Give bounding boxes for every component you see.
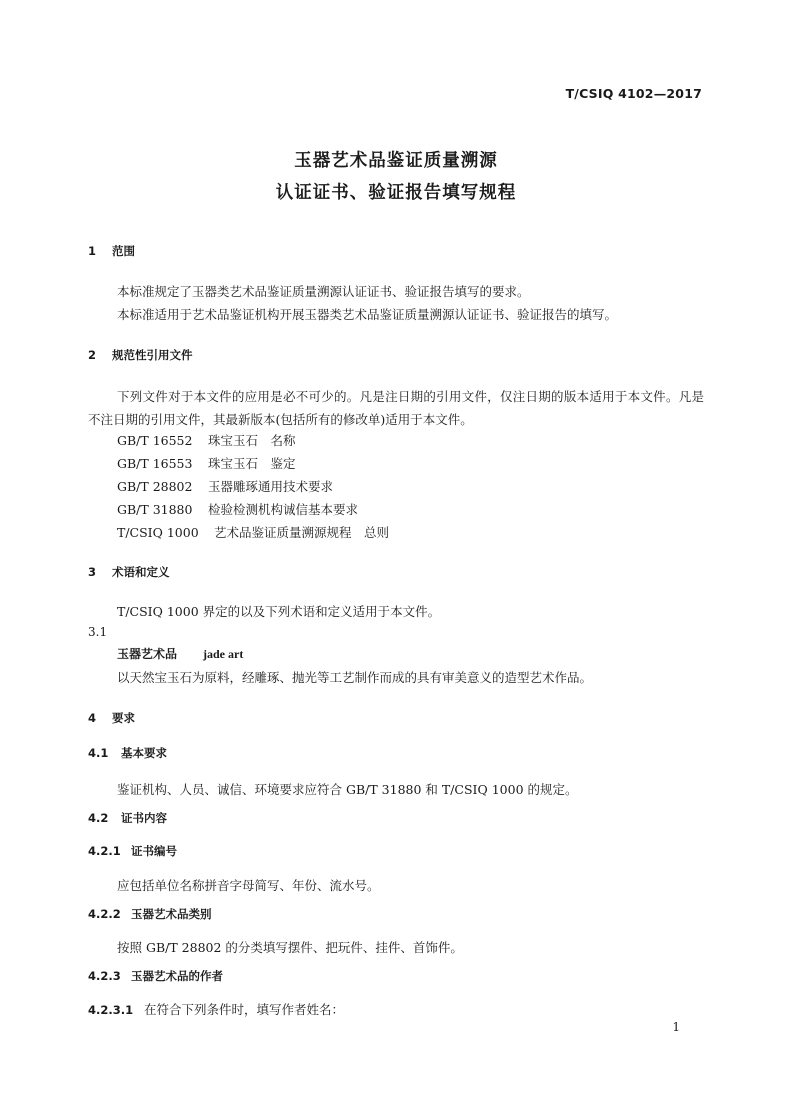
- term-definition: 以天然宝玉石为原料，经雕琢、抛光等工艺制作而成的具有审美意义的造型艺术作品。: [117, 670, 593, 685]
- subsection-title: 玉器艺术品类别: [131, 907, 212, 921]
- term-number: 3.1: [88, 625, 108, 639]
- subsection-heading-basic-requirements: [88, 745, 167, 761]
- paragraph: 本标准适用于艺术品鉴证机构开展玉器类艺术品鉴证质量溯源认证证书、验证报告的填写。: [117, 307, 618, 322]
- subsection-heading-jade-category: [88, 906, 212, 922]
- section-title: 要求: [112, 711, 135, 725]
- subsection-heading-jade-author: [88, 968, 223, 984]
- reference-item: [117, 477, 333, 495]
- subsection-title: 玉器艺术品的作者: [131, 969, 223, 983]
- clause-number: 4.2.3.1: [88, 1003, 134, 1017]
- paragraph: 下列文件对于本文件的应用是必不可少的。凡是注日期的引用文件，仅注日期的版本适用于本文件。凡是不注日期的引用文件，其最新版本(包括所有的修改单)适用于本文件。: [88, 389, 704, 427]
- section-title: 术语和定义: [112, 565, 170, 579]
- section-number: 3: [88, 565, 97, 579]
- subsection-number: 4.2.1: [88, 844, 121, 858]
- reference-title: 检验检测机构诚信基本要求: [208, 502, 359, 517]
- paragraph: 按照 GB/T 28802 的分类填写摆件、把玩件、挂件、首饰件。: [117, 940, 463, 955]
- section-heading-terms-definitions: [88, 564, 170, 580]
- reference-code: GB/T 16553: [117, 456, 193, 471]
- document-title-line1: 玉器艺术品鉴证质量溯源: [294, 151, 498, 171]
- reference-title: 艺术品鉴证质量溯源规程 总则: [214, 525, 390, 540]
- reference-title: 珠宝玉石 名称: [208, 433, 296, 448]
- subsection-title: 证书内容: [121, 811, 167, 825]
- paragraph: T/CSIQ 1000 界定的以及下列术语和定义适用于本文件。: [117, 604, 441, 619]
- reference-title: 玉器雕琢通用技术要求: [208, 479, 334, 494]
- section-number: 2: [88, 348, 97, 362]
- term-chinese: 玉器艺术品: [117, 647, 178, 661]
- reference-code: GB/T 31880: [117, 502, 193, 517]
- subsection-number: 4.1: [88, 746, 109, 760]
- section-number: 4: [88, 711, 97, 725]
- reference-title: 珠宝玉石 鉴定: [208, 456, 296, 471]
- subsection-title: 证书编号: [131, 844, 177, 858]
- document-title-line2: 认证证书、验证报告填写规程: [275, 183, 517, 203]
- reference-item: [117, 500, 358, 518]
- section-heading-normative-references: [88, 347, 193, 363]
- reference-item: [117, 431, 296, 449]
- clause-item: [88, 1000, 344, 1018]
- term-english: jade art: [203, 647, 244, 661]
- subsection-number: 4.2.3: [88, 969, 121, 983]
- reference-item: [117, 454, 296, 472]
- section-title: 范围: [112, 244, 135, 258]
- page-number: 1: [672, 1020, 680, 1034]
- reference-code: GB/T 28802: [117, 479, 193, 494]
- paragraph: 鉴证机构、人员、诚信、环境要求应符合 GB/T 31880 和 T/CSIQ 1000 的规定。: [117, 782, 578, 797]
- standard-number: T/CSIQ 4102—2017: [565, 86, 702, 101]
- section-title: 规范性引用文件: [112, 348, 193, 362]
- subsection-title: 基本要求: [121, 746, 167, 760]
- section-number: 1: [88, 244, 97, 258]
- term-entry: [117, 645, 243, 662]
- paragraph: 本标准规定了玉器类艺术品鉴证质量溯源认证证书、验证报告填写的要求。: [117, 284, 530, 299]
- section-heading-requirements: [88, 710, 135, 726]
- subsection-heading-certificate-content: [88, 810, 167, 826]
- reference-code: T/CSIQ 1000: [117, 525, 199, 540]
- paragraph: 应包括单位名称拼音字母简写、年份、流水号。: [117, 878, 380, 893]
- section-heading-scope: [88, 243, 135, 259]
- reference-code: GB/T 16552: [117, 433, 193, 448]
- reference-item: [117, 523, 389, 541]
- clause-text: 在符合下列条件时，填写作者姓名：: [144, 1002, 345, 1017]
- subsection-number: 4.2.2: [88, 907, 121, 921]
- subsection-heading-certificate-number: [88, 843, 177, 859]
- subsection-number: 4.2: [88, 811, 109, 825]
